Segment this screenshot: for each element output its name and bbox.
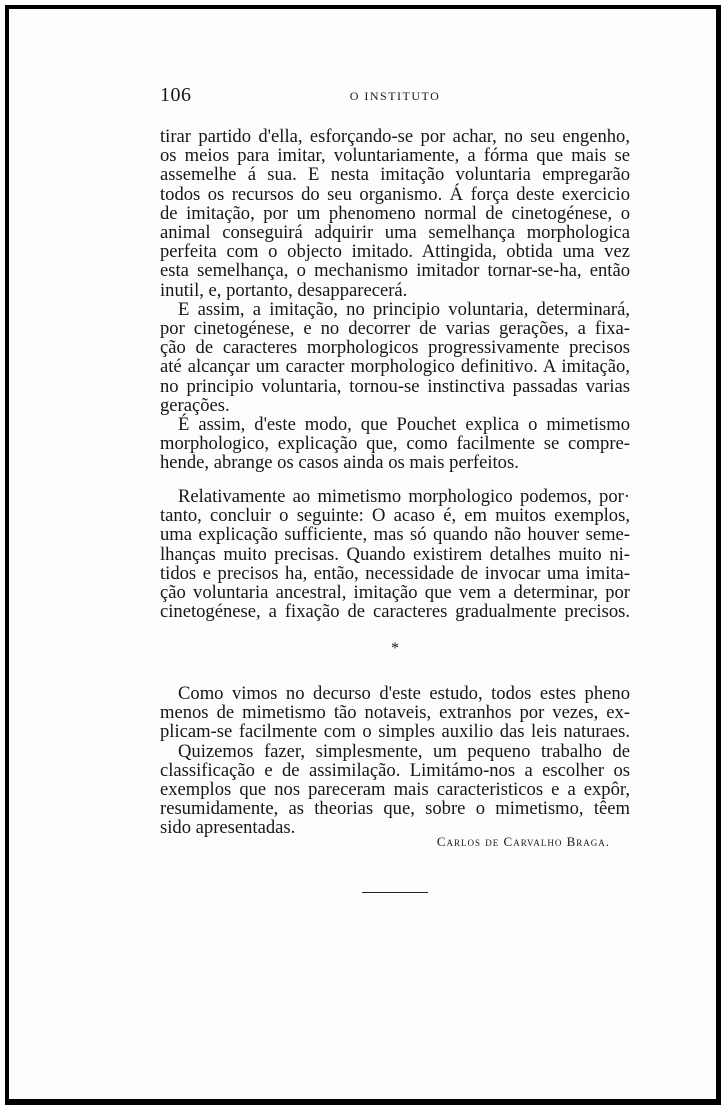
text-line: inutil, e, portanto, desapparecerá. [160, 279, 408, 301]
text-line: plicam-se facilmente com o simples auxilio das leis naturaes. [160, 721, 630, 743]
text-line: assemelhe á sua. E nesta imitação voluntaria empregarão [160, 164, 630, 186]
text-line: lhanças muito precisas. Quando existirem detalhes muito ni- [160, 543, 630, 565]
text-line: todos os recursos do seu organismo. Á força deste exercicio [160, 183, 630, 205]
page-number: 106 [160, 84, 192, 106]
text-block-2 [160, 487, 630, 621]
text-line: Relativamente ao mimetismo morphologico podemos, por· [178, 486, 630, 507]
text-line: por cinetogénese, e no decorrer de varias gerações, a fixa- [160, 318, 630, 340]
text-line: Como vimos no decurso d'este estudo, todos estes pheno [178, 683, 630, 704]
text-line: gerações. [160, 394, 230, 416]
text-line: morphologico, explicação que, como facilmente se compre- [160, 433, 630, 455]
section-separator: * [391, 640, 399, 657]
end-rule [362, 892, 428, 893]
text-line: tirar partido d'ella, esforçando-se por achar, no seu engenho, [160, 126, 630, 147]
text-line: menos de mimetismo tão notaveis, extranhos por vezes, ex- [160, 702, 630, 724]
text-line: classificação e de assimilação. Limitámo-nos a escolher os [160, 759, 630, 781]
text-line: os meios para imitar, voluntariamente, a fórma que mais se [160, 145, 630, 167]
author-signature: Carlos de Carvalho Braga. [436, 834, 610, 849]
text-line: até alcançar um caracter morphologico definitivo. A imitação, [160, 356, 630, 378]
text-line: hende, abrange os casos ainda os mais perfeitos. [160, 452, 519, 474]
text-line: ção de caracteres morphologicos progressivamente precisos [160, 337, 630, 359]
text-block-3 [160, 684, 630, 838]
text-block-1 [160, 127, 630, 473]
text-line: esta semelhança, o mechanismo imitador tornar-se-ha, então [160, 260, 630, 282]
text-line: no principio voluntaria, tornou-se instinctiva passadas varias [160, 375, 630, 397]
text-line: tidos e precisos ha, então, necessidade de invocar uma imita- [160, 562, 630, 584]
text-line: resumidamente, as theorias que, sobre o mimetismo, têem [160, 798, 630, 820]
text-line: tanto, concluir o seguinte: O acaso é, em muitos exemplos, [160, 505, 630, 527]
text-line: animal conseguirá adquirir uma semelhança morphologica [160, 222, 630, 244]
text-line: exemplos que nos pareceram mais caracteristicos e a expôr, [160, 779, 630, 801]
text-line: ção voluntaria ancestral, imitação que vem a determinar, por [160, 582, 630, 604]
text-line: cinetogénese, a fixação de caracteres gradualmente precisos. [160, 601, 630, 623]
text-line: uma explicação sufficiente, mas só quando não houver seme- [160, 524, 630, 546]
text-line: É assim, d'este modo, que Pouchet explica o mimetismo [178, 414, 630, 436]
running-title: O INSTITUTO [349, 89, 441, 103]
text-line: Quizemos fazer, simplesmente, um pequeno trabalho de [178, 740, 630, 762]
text-line: de imitação, por um phenomeno normal de cinetogénese, o [160, 202, 630, 224]
page-header [160, 84, 630, 108]
text-line: E assim, a imitação, no principio voluntaria, determinará, [178, 298, 630, 320]
text-line: sido apresentadas. [160, 817, 296, 839]
text-line: perfeita com o objecto imitado. Attingida, obtida uma vez [160, 241, 630, 263]
